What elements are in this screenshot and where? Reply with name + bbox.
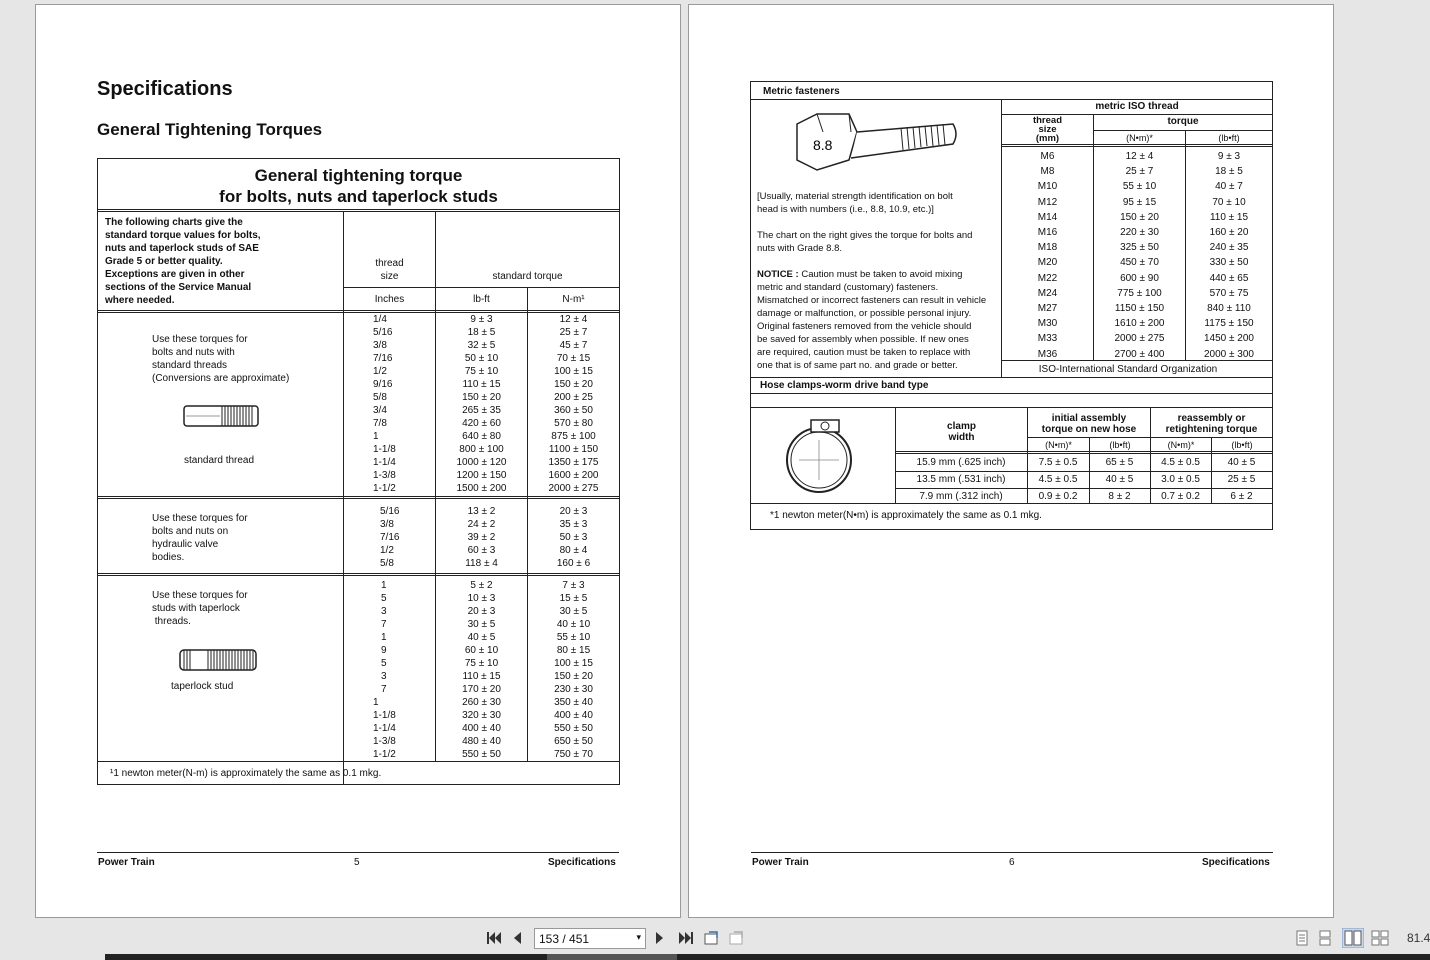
reassembly-header: reassembly or retightening torque: [1165, 413, 1258, 435]
metric-bolt-icon: [793, 112, 959, 182]
metric-thread-size-header: thread size (mm): [1032, 115, 1063, 144]
sec3-lbft: 5 ± 2 10 ± 3 20 ± 3 30 ± 5 40 ± 5 60 ± 10 75 ± 10 110 ± 15 170 ± 20 260 ± 30 320 ± 30 400 ± 40 480 ± 40 550 ± 50: [462, 580, 501, 760]
clamp-width-header: clamp width: [947, 421, 976, 443]
header-thread-size: thread size: [375, 258, 404, 282]
footer-page-number: 6: [1009, 857, 1015, 868]
hose-clamp-rows: [895, 454, 1272, 505]
metric-lbft-header: (lb•ft): [1218, 133, 1240, 143]
footer-section: Power Train: [98, 857, 155, 868]
box-title-line-2: for bolts, nuts and taperlock studs: [219, 187, 498, 206]
metric-nm-header: (N•m)*: [1126, 133, 1153, 143]
metric-nm-values: 12 ± 4 25 ± 7 55 ± 10 95 ± 15 150 ± 20 220 ± 30 325 ± 50 450 ± 70 600 ± 90 775 ± 100 1150 ± 150 1610 ± 200 2000 ± 275 2700 ± 400: [1114, 151, 1165, 360]
standard-thread-bolt-icon: [182, 402, 262, 430]
sec1-sizes: 1/4 5/16 3/8 7/16 1/2 9/16 5/8 3/4 7/8 1 1-1/8 1-1/4 1-3/8 1-1/2: [373, 314, 396, 494]
metric-fasteners-box: [750, 81, 1273, 530]
page-number-input[interactable]: 153 / 451 ▾: [534, 928, 646, 949]
box-title: [98, 165, 619, 207]
taperlock-stud-icon: [178, 646, 260, 674]
viewer-toolbar: [0, 922, 1430, 954]
go-forward-view-icon[interactable]: [728, 930, 746, 946]
header-inches: Inches: [374, 294, 405, 305]
footer-chapter: Specifications: [1202, 857, 1270, 868]
chevron-down-icon[interactable]: ▾: [636, 932, 641, 942]
metric-fasteners-header: Metric fasteners: [763, 86, 840, 97]
last-page-icon[interactable]: [678, 931, 694, 945]
sec2-lbft: 13 ± 2 24 ± 2 39 ± 2 60 ± 3 118 ± 4: [465, 506, 498, 569]
taperlock-stud-caption: taperlock stud: [171, 681, 234, 692]
zoom-level[interactable]: 81.4: [1407, 931, 1430, 945]
standard-thread-caption: standard thread: [184, 455, 255, 466]
left-footnote: ¹1 newton meter(N-m) is approximately the same as 0.1 mkg.: [110, 768, 382, 779]
metric-lbft-values: 9 ± 3 18 ± 5 40 ± 7 70 ± 10 110 ± 15 160 ± 20 240 ± 35 330 ± 50 440 ± 65 570 ± 75 840 ± 110 1175 ± 150 1450 ± 200 2000 ± 300: [1204, 151, 1254, 360]
metric-notes: [Usually, material strength identification on bolt head is with numbers (i.e., 8.8, 10.9, etc.)] The chart on the right gives the torque for bolts and nuts with Grade 8.8. NOTICE : Caution must be taken to avoid mixing metric and standard (customary) fasteners. Mismatched or incorrect fasteners can result in vehicle damage or malfunction, or possible personal injury. Original fasteners removed from the vehicle should be saved for assembly when possible. If new ones are required, caution must be taken to replace with one that is of same part no. and grade or better.: [757, 191, 987, 371]
footer-page-number: 5: [354, 857, 360, 868]
header-lbft: lb-ft: [473, 294, 490, 305]
right-footnote: *1 newton meter(N•m) is approximately the same as 0.1 mkg.: [770, 510, 1042, 521]
initial-assembly-header: initial assembly torque on new hose: [1041, 413, 1137, 435]
sec1-lbft: 9 ± 3 18 ± 5 32 ± 5 50 ± 10 75 ± 10 110 ± 15 150 ± 20 265 ± 35 420 ± 60 640 ± 80 800 ± 100 1000 ± 120 1200 ± 150 1500 ± 200: [456, 314, 507, 494]
sec2-nm: 20 ± 3 35 ± 3 50 ± 3 80 ± 4 160 ± 6: [556, 506, 591, 569]
sec3-sizes: 1 5 3 7 1 9 5 3 7 1 1-1/8 1-1/4 1-3/8 1-1/2: [373, 580, 396, 760]
document-page-left: [35, 4, 681, 918]
two-page-continuous-icon[interactable]: [1371, 930, 1389, 946]
section3-description: Use these torques for studs with taperlock threads.: [152, 590, 248, 627]
continuous-view-icon[interactable]: [1318, 930, 1332, 946]
torque-table-box: [97, 158, 620, 785]
bolt-head-marking: 8.8: [813, 137, 833, 153]
sec3-nm: 7 ± 3 15 ± 5 30 ± 5 40 ± 10 55 ± 10 80 ± 15 100 ± 15 150 ± 20 230 ± 30 350 ± 40 400 ± 40 550 ± 50 650 ± 50 750 ± 70: [554, 580, 593, 760]
re-lbft-header: (lb•ft): [1231, 440, 1253, 450]
metric-torque-header: torque: [1167, 116, 1199, 127]
section1-description: Use these torques for bolts and nuts with standard threads (Conversions are approximate): [152, 334, 290, 384]
first-page-icon[interactable]: [486, 931, 502, 945]
horizontal-scrollbar-thumb[interactable]: [547, 954, 677, 960]
intro-text: The following charts give the standard torque values for bolts, nuts and taperlock studs of SAE Grade 5 or better quality. Exceptions are given in other sections of the Service Manual where needed.: [105, 217, 261, 306]
table-row: 7.9 mm (.312 inch) 0.9 ± 0.2 8 ± 2 0.7 ± 0.2 6 ± 2: [919, 491, 1253, 502]
hose-clamps-header: Hose clamps-worm drive band type: [760, 380, 929, 391]
sec1-nm: 12 ± 4 25 ± 7 45 ± 7 70 ± 15 100 ± 15 150 ± 20 200 ± 25 360 ± 50 570 ± 80 875 ± 100 1100 ± 150 1350 ± 175 1600 ± 200 2000 ± 275: [548, 314, 599, 494]
two-page-view-icon[interactable]: [1342, 928, 1364, 948]
init-lbft-header: (lb•ft): [1109, 440, 1131, 450]
iso-thread-header: metric ISO thread: [1095, 101, 1179, 112]
single-page-view-icon[interactable]: [1295, 930, 1309, 946]
section-title: General Tightening Torques: [97, 120, 323, 139]
header-standard-torque: standard torque: [492, 271, 563, 282]
footer-section: Power Train: [752, 857, 809, 868]
table-row: 13.5 mm (.531 inch) 4.5 ± 0.5 40 ± 5 3.0 ± 0.5 25 ± 5: [916, 474, 1256, 485]
previous-page-icon[interactable]: [512, 931, 522, 945]
next-page-icon[interactable]: [655, 931, 665, 945]
hose-clamp-icon: [781, 416, 859, 496]
iso-note: ISO-International Standard Organization: [1038, 364, 1218, 375]
footer-chapter: Specifications: [548, 857, 616, 868]
init-nm-header: (N•m)*: [1045, 440, 1072, 450]
table-row: 15.9 mm (.625 inch) 7.5 ± 0.5 65 ± 5 4.5 ± 0.5 40 ± 5: [916, 457, 1256, 468]
section2-description: Use these torques for bolts and nuts on hydraulic valve bodies.: [152, 513, 248, 563]
box-title-line-1: General tightening torque: [254, 166, 463, 185]
header-nm: N-m¹: [562, 294, 585, 305]
sec2-sizes: 5/16 3/8 7/16 1/2 5/8: [380, 506, 400, 569]
page-title: Specifications: [97, 78, 233, 100]
bottom-scroll-strip: [105, 954, 1430, 960]
re-nm-header: (N•m)*: [1167, 440, 1195, 450]
document-page-right: [688, 4, 1334, 918]
go-back-view-icon[interactable]: [703, 930, 721, 946]
metric-sizes: M6 M8 M10 M12 M14 M16 M18 M20 M22 M24 M27 M30 M33 M36: [1037, 151, 1058, 360]
